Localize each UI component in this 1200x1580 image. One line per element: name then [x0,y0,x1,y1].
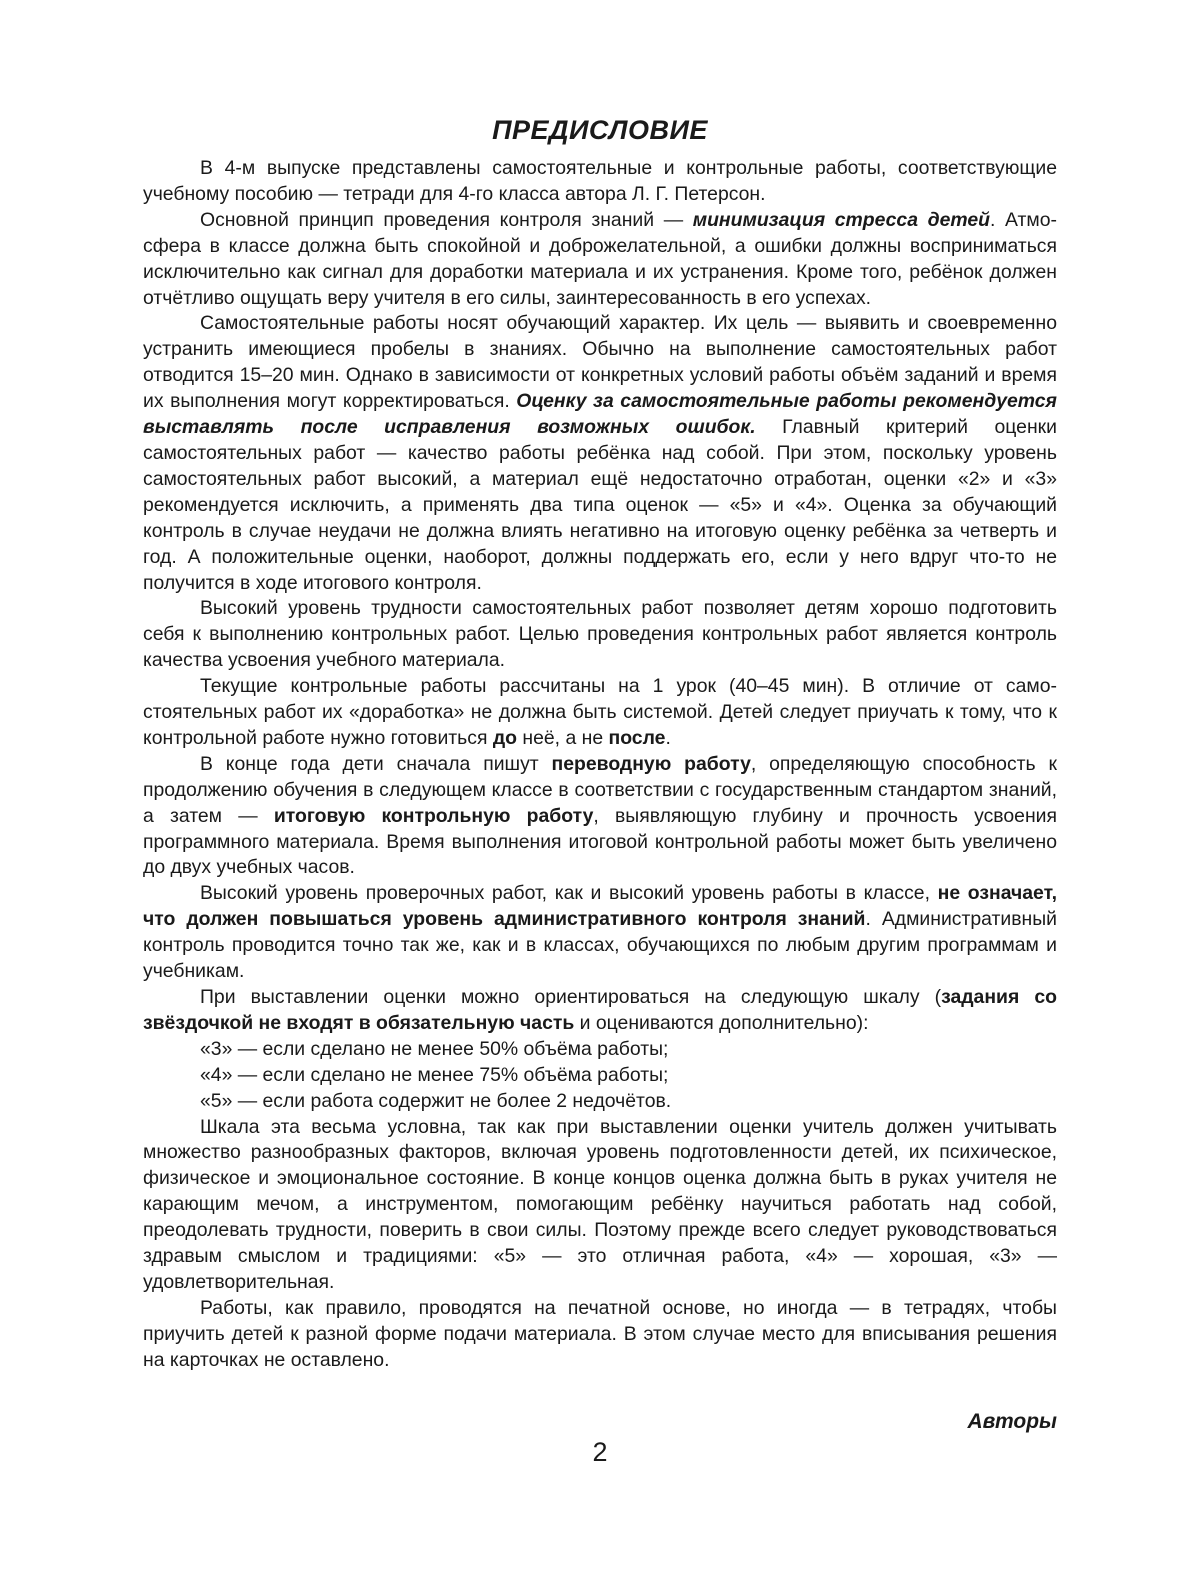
grade-list [143,1037,1057,1115]
text-span: Главный критерий оценки самостоятельных работ — качество работы ребёнка над собой. При этом, поскольку уровень самостоятельных работ высокий, а материал ещё недостаточно отработан, оценки «2» и «3» рекомендуется исключить, а применять два типа оценок — «5» и «4». Оценка за обучающий контроль в случае неудачи не должна влиять негативно на итоговую оценку ребёнка за четверть и год. А положительные оценки, наоборот, должны поддержать его, если у него вдруг что-то не получится в ходе итогового контроля. [143,416,1057,594]
text-span: Самостоятельные работы носят обучающий характер. Их цель — выявить и своевременно устранить имеющиеся пробелы в знаниях. Обычно на выполнение самостоятельных работ отводится 15–20 мин. Однако в зависимости от конкретных условий работы объём заданий и время их выполнения могут корректироваться. [143,312,1057,413]
paragraph-independent-work [143,311,1057,596]
emphasis-text: задания со звёздочкой не входят в обязательную часть [143,986,1057,1034]
text-span: В конце года дети сначала пишут [200,752,552,775]
emphasis-text: после [608,726,666,749]
paragraph-principle [143,208,1057,312]
paragraph-format: Работы, как правило, проводятся на печатной основе, но иногда — в тетрадях, чтобы приучить детей к разной форме подачи материала. В этом случае место для вписывания решения на карточках не оставлено. [143,1296,1057,1371]
grade-item: «5» — если работа содержит не более 2 недочётов. [200,1089,672,1112]
authors-signature: Авторы [967,1409,1057,1433]
text-span: . Атмосфера в классе должна быть спокойной и доброжелательной, а ошибки должны восприниматься исключительно как сигнал для доработки материала и их устранения. Кроме того, ребёнок должен отчётливо ощущать веру учителя в его силы, заинтересованность в его успехах. [143,208,1057,309]
text-span: Текущие контрольные работы рассчитаны на 1 урок (40–45 мин). В отличие от самостоятельных работ их «доработка» не должна быть системой. Детей следует приучать к тому, что к контрольной работе нужно готовиться [143,675,1057,749]
paragraph-difficulty: Высокий уровень трудности самостоятельных работ позволяет детям хорошо подготовить себя к выполнению контрольных работ. Целью проведения контрольных работ является контроль качества усвоения учебного материала. [143,597,1057,672]
text-span: и оцениваются дополнительно): [574,1011,869,1034]
paragraph-administrative [143,881,1057,985]
text-span: Основной принцип проведения контроля знаний — [200,208,693,231]
emphasis-text: итоговую контрольную работу [273,804,594,827]
emphasis-text: Оценку за самостоятельные работы рекомендуется выставлять после исправления возможных ошибок. [143,390,1057,439]
grade-item: «4» — если сделано не менее 75% объёма работы; [200,1063,669,1086]
text-span: . Административный контроль проводится точно так же, как и в классах, обучающихся по любым другим программам и учебникам. [143,908,1057,983]
emphasis-text: до [492,726,517,749]
text-span: , выявляющую глубину и прочность усвоения программного материала. Время выполнения итоговой контрольной работы может быть увеличено до двух учебных часов. [143,804,1057,879]
text-span: . [665,726,671,749]
text-span: При выставлении оценки можно ориентироваться на следующую шкалу ( [200,986,942,1008]
emphasis-text: переводную работу [551,752,751,775]
emphasis-text: минимизация стресса детей [692,208,991,231]
page-number: 2 [592,1437,608,1467]
grade-item: «3» — если сделано не менее 50% объёма работы; [200,1037,669,1060]
emphasis-text: не означает, что должен повышаться уровень административного контроля знаний [143,882,1057,931]
paragraph-current-tests [143,674,1057,752]
paragraph-year-end [143,752,1057,882]
text-span: неё, а не [517,726,609,749]
paragraph-intro: В 4-м выпуске представлены самостоятельные и контрольные работы, соответствующие учебному пособию — тетради для 4-го класса автора Л. Г. Петерсон. [143,157,1057,205]
text-span: , определяющую способность к продолжению обучения в следующем классе в соответствии с государственным стандартом знаний, а затем — [143,752,1057,827]
paragraph-scale-note: Шкала эта весьма условна, так как при выставлении оценки учитель должен учитывать множество разнообразных факторов, включая уровень подготовленности детей, их психическое, физическое и эмоциональное состояние. В конце концов оценка должна быть в руках учителя не карающим мечом, а инструментом, помогающим ребёнку научиться работать над собой, преодолевать трудности, поверить в свои силы. Поэтому прежде всего следует руководствоваться здравым смыслом и традициями: «5» — это отличная работа, «4» — хорошая, «3» — удовлетворительная. [143,1115,1057,1293]
preface-page [143,112,1057,1436]
text-span: Высокий уровень проверочных работ, как и высокий уровень работы в классе, [200,882,938,905]
paragraph-grading-scale [143,985,1057,1037]
page-title: ПРЕДИСЛОВИЕ [492,115,708,145]
